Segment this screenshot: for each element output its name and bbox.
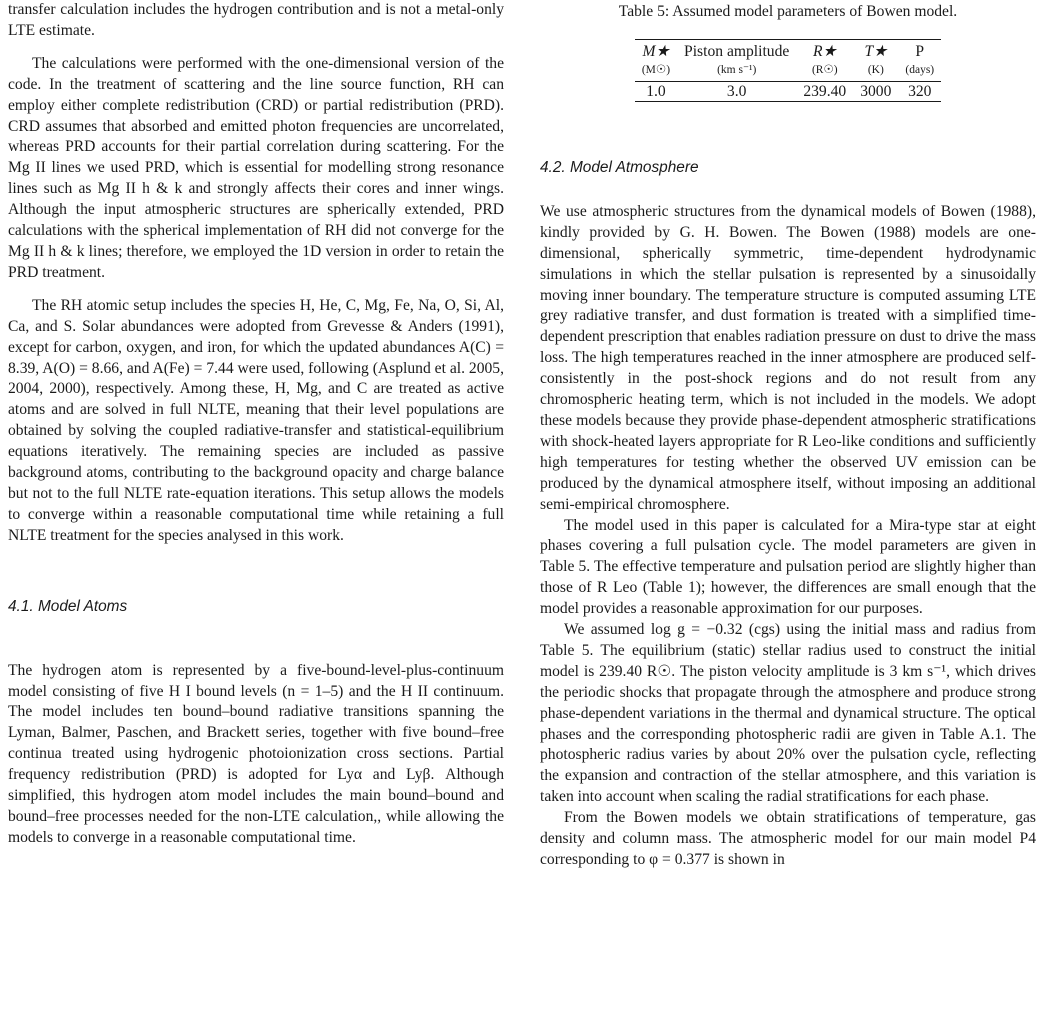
paragraph-hydrogen-atom: The hydrogen atom is represented by a five-bound-level-plus-continuum model consisting of five H I bound levels (n = 1–5) and the H II continuum. The model includes ten bound–bound radiative transitions spanning the Lyman, Balmer, Paschen, and Brackett series, together with five bound–free continua treated using hydrogenic photoionization cross sections. Partial frequency redistribution (PRD) is adopted for Lyα and Lyβ. Although simplified, this hydrogen atom model includes the main bound–bound and bound–free processes needed for the non-LTE calculation,, while allowing the models to converge in a reasonable computational time. [8, 661, 504, 846]
paragraph-bowen-models: We use atmospheric structures from the dynamical models of Bowen (1988), kindly provided by G. H. Bowen. The Bowen (1988) models are one-dimensional, spherically symmetric, time-dependent hydrodynamic simulations in which the stellar pulsation is represented by a sinusoidally moving inner boundary. The temperature structure is computed assuming LTE grey radiative transfer, and dust formation is treated with a simplified time-dependent prescription that enables radiation pressure on dust to drive the mass loss. The high temperatures reached in the inner atmosphere are produced self-consistently in the post-shock regions and do not result from any chromospheric heating term, which is not included in the models. We adopt these models because they provide phase-dependent atmospheric stratifications with shock-heated layers appropriate for R Leo-like conditions and sufficiently high temperatures for testing whether the observed UV emission can be produced by the dynamical atmosphere itself, without imposing an additional semi-empirical chromosphere. [540, 202, 1036, 513]
paragraph-atomic-setup: The RH atomic setup includes the species H, He, C, Mg, Fe, Na, O, Si, Al, Ca, and S. Solar abundances were adopted from Grevesse & Anders (1991), except for carbon, oxygen, and iron, for which the updated abundances A(C) = 8.39, A(O) = 8.66, and A(Fe) = 7.44 were used, following (Asplund et al. 2005, 2004, 2000), respectively. Among these, H, Mg, and C are treated as active atoms and are solved in full NLTE, meaning that their level populations are obtained by solving the coupled radiative-transfer and statistical-equilibrium equations iteratively. The remaining species are included as passive background atoms, contributing to the background opacity and charge balance but not to the full NLTE rate-equation iterations. This setup allows the models to converge within a reasonable computational time while retaining a full NLTE treatment for the species analysed in this work. [8, 296, 504, 544]
table-unit: (R☉) [796, 61, 853, 82]
model-parameters-table [635, 39, 941, 102]
section-heading-model-atmosphere: 4.2. Model Atmosphere [540, 158, 699, 176]
paragraph-log-g: We assumed log g = −0.32 (cgs) using the initial mass and radius from Table 5. The equilibrium (static) stellar radius used to construct the initial model is 239.40 R☉. The piston velocity amplitude is 3 km s⁻¹, which drives the periodic shocks that propagate through the atmosphere and produce strong phase-dependent variations in the thermal and dynamical structure. The optical phases and the corresponding photospheric radii are given in Table A.1. The photospheric radius varies by about 20% over the pulsation cycle, reflecting the expansion and contraction of the stellar atmosphere, and this variation is taken into account when scaling the radial stratifications for each phase. [540, 621, 1036, 806]
table-cell: 3000 [853, 81, 898, 101]
table-unit: (K) [853, 61, 898, 82]
paragraph-rh-code: The calculations were performed with the one-dimensional version of the code. In the treatment of scattering and the line source function, RH can employ either complete redistribution (CRD) or partial redistribution (PRD). CRD assumes that absorbed and emitted photon frequencies are uncorrelated, whereas PRD accounts for their partial correlation during scattering. For the Mg II lines we used PRD, which is essential for modelling strong resonance lines such as Mg II h & k and strongly affects their cores and inner wings. Although the input atmospheric structures are spherically extended, PRD calculations with the spherical implementation of RH did not converge for the Mg II h & k lines; therefore, we employed the 1D version in order to retain the PRD treatment. [8, 54, 504, 281]
table-header-piston: Piston amplitude [677, 39, 796, 61]
table-header-temperature: T★ [853, 39, 898, 61]
table-header-radius: R★ [796, 39, 853, 61]
paragraph-stratifications: From the Bowen models we obtain stratifications of temperature, gas density and column mass. The atmospheric model for our main model P4 corresponding to φ = 0.377 is shown in [540, 809, 1036, 868]
table-cell: 1.0 [635, 81, 677, 101]
table-caption: Table 5: Assumed model parameters of Bowen model. [618, 3, 958, 20]
table-unit: (days) [898, 61, 941, 82]
table-header-mass: M★ [635, 39, 677, 61]
table-cell: 3.0 [677, 81, 796, 101]
paragraph-mira-model: The model used in this paper is calculated for a Mira-type star at eight phases covering a full pulsation cycle. The model parameters are given in Table 5. The effective temperature and pulsation period are slightly higher than those of R Leo (Table 1); however, the differences are small enough that the model provides a reasonable approximation for our purposes. [540, 516, 1036, 618]
right-column [540, 0, 1036, 871]
left-column [8, 0, 504, 849]
table-unit: (M☉) [635, 61, 677, 82]
table-header-period: P [898, 39, 941, 61]
section-heading-model-atoms: 4.1. Model Atoms [8, 597, 128, 615]
table-cell: 239.40 [796, 81, 853, 101]
table-cell: 320 [898, 81, 941, 101]
table-unit: (km s⁻¹) [677, 61, 796, 82]
table-row [635, 81, 941, 101]
paragraph-continuation: transfer calculation includes the hydrogen contribution and is not a metal-only LTE estimate. [8, 1, 504, 39]
